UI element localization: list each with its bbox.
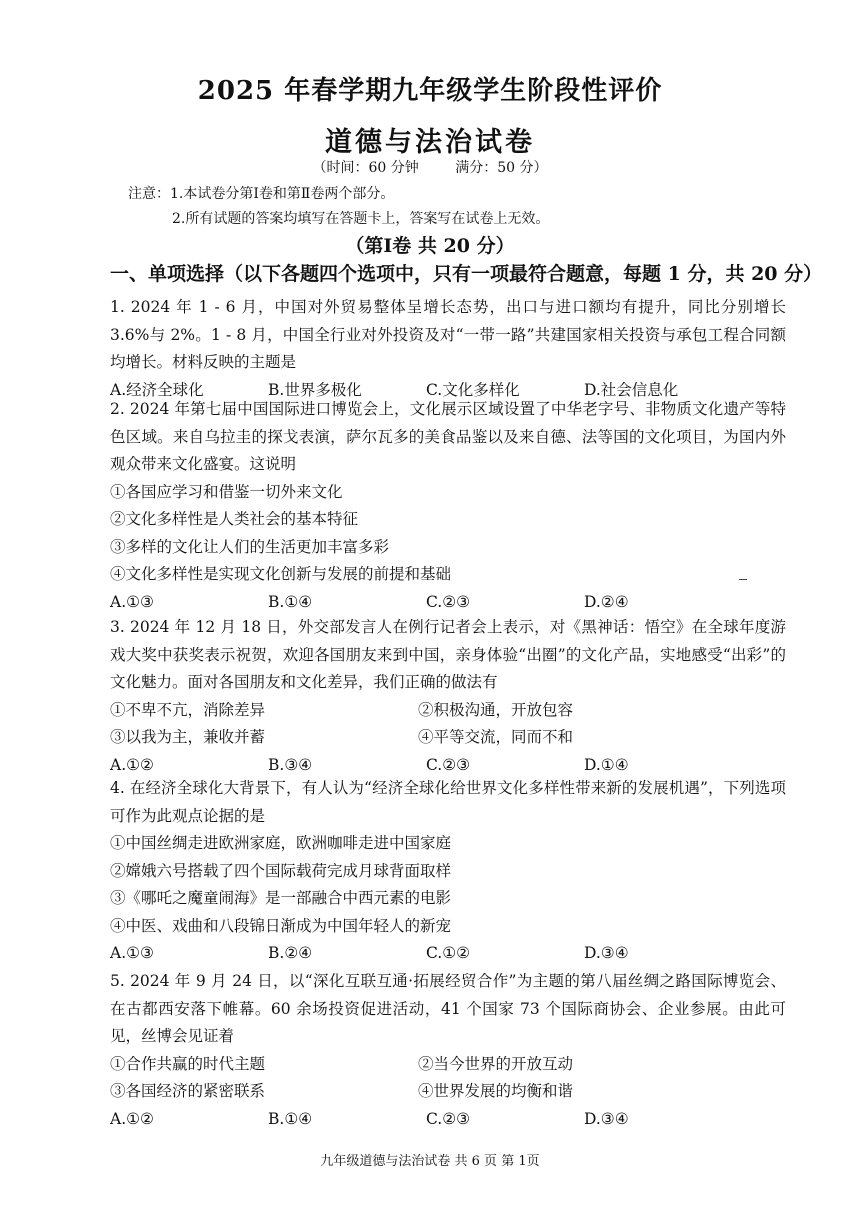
statement-4: ④平等交流，同而不和 xyxy=(418,728,574,746)
statement-row xyxy=(110,724,786,752)
option-a: A.①③ xyxy=(110,944,154,962)
page-footer: 九年级道德与法治试卷 共 6 页 第 1页 xyxy=(320,1154,540,1169)
section-heading: 一、单项选择（以下各题四个选项中，只有一项最符合题意，每题 1 分，共 20 分） xyxy=(110,263,823,285)
option-b: B.①④ xyxy=(268,592,313,611)
option-b: B.①④ xyxy=(268,1109,313,1128)
option-d: D.社会信息化 xyxy=(584,380,679,399)
option-d: D.②④ xyxy=(584,592,629,611)
statement-3: ③各国经济的紧密联系 xyxy=(110,1082,266,1100)
full-score: 满分：50 分） xyxy=(455,160,548,176)
statement-2: ②积极沟通，开放包容 xyxy=(418,700,574,719)
note-line-1: 注意：1.本试卷分第Ⅰ卷和第Ⅱ卷两个部分。 xyxy=(128,186,395,202)
option-a: A.经济全球化 xyxy=(110,380,204,399)
option-c: C.②③ xyxy=(426,592,471,611)
option-c: C.②③ xyxy=(426,755,471,774)
statement-row xyxy=(110,1078,786,1106)
statement-3: ③《哪吒之魔童闹海》是一部融合中西元素的电影 xyxy=(110,889,452,907)
question-3 xyxy=(110,614,786,779)
part-heading: （第Ⅰ卷 共 20 分） xyxy=(345,235,515,257)
option-d: D.①④ xyxy=(584,755,629,774)
statement-3: ③以我为主，兼收并蓄 xyxy=(110,728,266,746)
statement-1: ①中国丝绸走进欧洲家庭，欧洲咖啡走进中国家庭 xyxy=(110,834,452,852)
statement-2: ②嫦娥六号搭载了四个国际载荷完成月球背面取样 xyxy=(110,861,452,880)
option-a: A.①② xyxy=(110,755,154,774)
subject-title: 道德与法治试卷 xyxy=(325,127,535,158)
statement-2: ②文化多样性是人类社会的基本特征 xyxy=(110,510,359,528)
statement-4: ④文化多样性是实现文化创新与发展的前提和基础 xyxy=(110,565,452,583)
note-line-2: 2.所有试题的答案均填写在答题卡上，答案写在试卷上无效。 xyxy=(172,211,550,227)
exam-notes xyxy=(128,182,549,232)
option-d: D.③④ xyxy=(584,944,629,962)
question-2 xyxy=(110,396,786,616)
time-limit: （时间：60 分钟 xyxy=(312,160,419,176)
question-1 xyxy=(110,294,786,404)
option-b: B.②④ xyxy=(268,944,313,962)
statement-row xyxy=(110,1051,786,1079)
statement-3: ③多样的文化让人们的生活更加丰富多彩 xyxy=(110,537,390,556)
statement-1: ①合作共赢的时代主题 xyxy=(110,1054,266,1073)
question-stem: 2. 2024 年第七届中国国际进口博览会上，文化展示区域设置了中华老字号、非物质文化遗产等特色区域。来自乌拉圭的探戈表演，萨尔瓦多的美食品鉴以及来自德、法等国的文化项目，为国内外观众带来文化盛宴。这说明 xyxy=(110,400,786,473)
statement-2: ②当今世界的开放互动 xyxy=(418,1054,574,1073)
option-c: C.文化多样化 xyxy=(426,380,520,399)
question-stem: 4. 在经济全球化大背景下，有人认为“经济全球化给世界文化多样性带来新的发展机遇”，下列选项可作为此观点论据的是 xyxy=(110,779,786,825)
exam-meta xyxy=(0,157,860,177)
question-stem: 3. 2024 年 12 月 18 日，外交部发言人在例行记者会上表示，对《黑神话：悟空》在全球年度游戏大奖中获奖表示祝贺，欢迎各国朋友来到中国，亲身体验“出圈”的文化产品，实地感受“出彩”的文化魅力。面对各国朋友和文化差异，我们正确的做法有 xyxy=(110,618,786,691)
statement-4: ④中医、戏曲和八段锦日渐成为中国年轻人的新宠 xyxy=(110,916,452,935)
question-stem: 5. 2024 年 9 月 24 日，以“深化互联互通·拓展经贸合作”为主题的第八届丝绸之路国际博览会、在古都西安落下帷幕。60 余场投资促进活动，41 个国家 73 个国际商协会、企业参展。由此可见，丝博会见证着 xyxy=(110,972,786,1045)
option-a: A.①② xyxy=(110,1109,154,1128)
exam-title: 2025 年春学期九年级学生阶段性评价 xyxy=(197,76,663,106)
statement-row xyxy=(110,697,786,725)
stray-mark xyxy=(739,579,747,580)
statement-1: ①各国应学习和借鉴一切外来文化 xyxy=(110,482,343,501)
option-c: C.②③ xyxy=(426,1109,471,1128)
statement-4: ④世界发展的均衡和谐 xyxy=(418,1082,574,1100)
option-b: B.世界多极化 xyxy=(268,380,362,399)
options-row xyxy=(110,589,786,617)
option-a: A.①③ xyxy=(110,592,154,611)
question-5 xyxy=(110,968,786,1133)
option-c: C.①② xyxy=(426,944,471,962)
option-d: D.③④ xyxy=(584,1109,629,1128)
statement-1: ①不卑不亢，消除差异 xyxy=(110,700,266,719)
question-4 xyxy=(110,775,786,968)
option-b: B.③④ xyxy=(268,755,313,774)
options-row xyxy=(110,940,786,968)
question-stem: 1. 2024 年 1 - 6 月，中国对外贸易整体呈增长态势，出口与进口额均有提升，同比分别增长 3.6%与 2%。1 - 8 月，中国全行业对外投资及对“一带一路”共建国家相关投资与承包工程合同额均增长。材料反映的主题是 xyxy=(110,298,786,371)
options-row xyxy=(110,1106,786,1134)
